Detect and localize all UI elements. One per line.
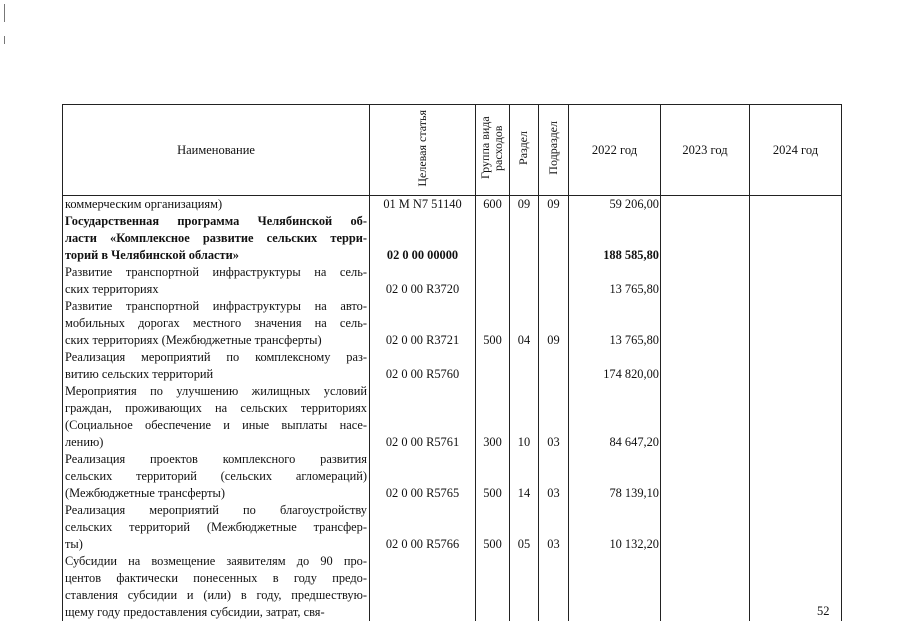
row-subsection	[539, 349, 569, 383]
row-2024	[750, 196, 842, 214]
row-name-line: (Социальное обеспечение и иные выплаты насе-	[65, 418, 367, 432]
row-expense-group: 600	[476, 196, 510, 214]
row-name-line: ставления субсидии и (или) в году, предшествую-	[65, 588, 367, 602]
row-target-article	[370, 553, 476, 621]
row-2022: 84 647,20	[569, 383, 661, 451]
row-2022: 78 139,10	[569, 451, 661, 502]
header-target-article-label: Целевая статья	[414, 109, 429, 187]
scan-edge-mark	[4, 36, 5, 44]
page-number: 52	[817, 604, 830, 618]
table-row	[63, 349, 842, 383]
header-subsection-label: Подраздел	[545, 121, 560, 175]
row-2022: 59 206,00	[569, 196, 661, 214]
row-2023	[661, 451, 750, 502]
row-expense-group	[476, 213, 510, 264]
header-target-article	[370, 105, 476, 196]
header-section-label: Раздел	[516, 131, 531, 165]
row-target-article: 02 0 00 R5761	[370, 383, 476, 451]
table-row	[63, 451, 842, 502]
row-target-article: 01 М N7 51140	[370, 196, 476, 214]
row-2023	[661, 502, 750, 553]
row-target-article: 02 0 00 R5760	[370, 349, 476, 383]
scan-edge-mark	[4, 4, 5, 22]
row-section	[510, 264, 539, 298]
row-subsection	[539, 264, 569, 298]
row-subsection	[539, 553, 569, 621]
row-2023	[661, 196, 750, 214]
row-subsection	[539, 213, 569, 264]
row-name-line: лению)	[65, 435, 104, 449]
table-row	[63, 213, 842, 264]
row-target-article: 02 0 00 R5766	[370, 502, 476, 553]
row-expense-group: 500	[476, 298, 510, 349]
row-name-line: сельских территорий (сельских агломераций)	[65, 469, 367, 483]
row-expense-group	[476, 553, 510, 621]
row-name-line: Реализация мероприятий по комплексному раз-	[65, 350, 367, 364]
row-name-line: мобильных дорогах местного значения на сель-	[65, 316, 367, 330]
row-name	[63, 264, 370, 298]
row-2023	[661, 349, 750, 383]
row-section	[510, 349, 539, 383]
row-name-line: Реализация проектов комплексного развития	[65, 452, 367, 466]
header-section	[510, 105, 539, 196]
row-expense-group: 500	[476, 451, 510, 502]
row-name-line: Развитие транспортной инфраструктуры на авто-	[65, 299, 367, 313]
row-section	[510, 553, 539, 621]
row-section: 10	[510, 383, 539, 451]
row-2023	[661, 553, 750, 621]
row-expense-group: 500	[476, 502, 510, 553]
row-section: 04	[510, 298, 539, 349]
header-name-label: Наименование	[177, 142, 255, 157]
table-row	[63, 502, 842, 553]
row-name-line: ских территориях (Межбюджетные трансферты)	[65, 333, 322, 347]
row-2023	[661, 213, 750, 264]
table-header	[63, 105, 842, 196]
row-name	[63, 196, 370, 214]
row-subsection: 03	[539, 451, 569, 502]
table-row	[63, 553, 842, 621]
table-row	[63, 264, 842, 298]
row-name-line: Государственная программа Челябинской об-	[65, 214, 367, 228]
row-target-article: 02 0 00 R3721	[370, 298, 476, 349]
row-name-line: коммерческим организациям)	[65, 197, 223, 211]
table-body	[63, 196, 842, 622]
row-name-line: центов фактически понесенных в году предо-	[65, 571, 367, 585]
row-subsection: 03	[539, 383, 569, 451]
row-subsection: 09	[539, 298, 569, 349]
row-2023	[661, 383, 750, 451]
row-name	[63, 213, 370, 264]
row-expense-group	[476, 264, 510, 298]
row-name	[63, 553, 370, 621]
row-section	[510, 213, 539, 264]
row-name-line: (Межбюджетные трансферты)	[65, 486, 225, 500]
header-expense-group	[476, 105, 510, 196]
row-name-line: щему году предоставления субсидии, затрат, свя-	[65, 605, 325, 619]
row-name-line: Субсидии на возмещение заявителям до 90 про-	[65, 554, 367, 568]
row-2024	[750, 213, 842, 264]
row-2024	[750, 298, 842, 349]
row-name	[63, 451, 370, 502]
row-2024	[750, 264, 842, 298]
row-name-line: Мероприятия по улучшению жилищных условий	[65, 384, 367, 398]
row-name-line: ласти «Комплексное развитие сельских терри-	[65, 231, 367, 245]
row-name	[63, 349, 370, 383]
row-name	[63, 502, 370, 553]
row-2024	[750, 451, 842, 502]
row-subsection: 09	[539, 196, 569, 214]
row-2024	[750, 383, 842, 451]
row-name-line: торий в Челябинской области»	[65, 248, 239, 262]
row-subsection: 03	[539, 502, 569, 553]
row-name	[63, 298, 370, 349]
header-2022	[569, 105, 661, 196]
table-row	[63, 196, 842, 214]
header-name	[63, 105, 370, 196]
row-name-line: Реализация мероприятий по благоустройству	[65, 503, 367, 517]
row-name-line: витию сельских территорий	[65, 367, 214, 381]
row-expense-group	[476, 349, 510, 383]
row-name-line: ты)	[65, 537, 83, 551]
header-subsection	[539, 105, 569, 196]
row-target-article: 02 0 00 R5765	[370, 451, 476, 502]
row-2022: 174 820,00	[569, 349, 661, 383]
row-2024	[750, 502, 842, 553]
header-2024-label: 2024 год	[772, 142, 819, 157]
header-2022-label: 2022 год	[591, 142, 638, 157]
row-2022: 10 132,20	[569, 502, 661, 553]
header-2024	[750, 105, 842, 196]
row-2022: 188 585,80	[569, 213, 661, 264]
table-row	[63, 298, 842, 349]
row-section: 05	[510, 502, 539, 553]
row-name-line: ских территориях	[65, 282, 159, 296]
table-row	[63, 383, 842, 451]
row-section: 09	[510, 196, 539, 214]
row-2024	[750, 349, 842, 383]
row-name	[63, 383, 370, 451]
row-2023	[661, 298, 750, 349]
header-2023-label: 2023 год	[682, 142, 728, 157]
row-name-line: Развитие транспортной инфраструктуры на сель-	[65, 265, 367, 279]
budget-table	[62, 104, 842, 621]
row-expense-group: 300	[476, 383, 510, 451]
row-target-article: 02 0 00 R3720	[370, 264, 476, 298]
row-2023	[661, 264, 750, 298]
row-target-article: 02 0 00 00000	[370, 213, 476, 264]
row-section: 14	[510, 451, 539, 502]
row-name-line: сельских территорий (Межбюджетные трансфер-	[65, 520, 367, 534]
row-2022	[569, 553, 661, 621]
row-2022: 13 765,80	[569, 298, 661, 349]
header-2023	[661, 105, 750, 196]
row-name-line: граждан, проживающих на сельских территориях	[65, 401, 367, 415]
row-2022: 13 765,80	[569, 264, 661, 298]
header-expense-group-label: Группа вида расходов	[478, 116, 506, 180]
